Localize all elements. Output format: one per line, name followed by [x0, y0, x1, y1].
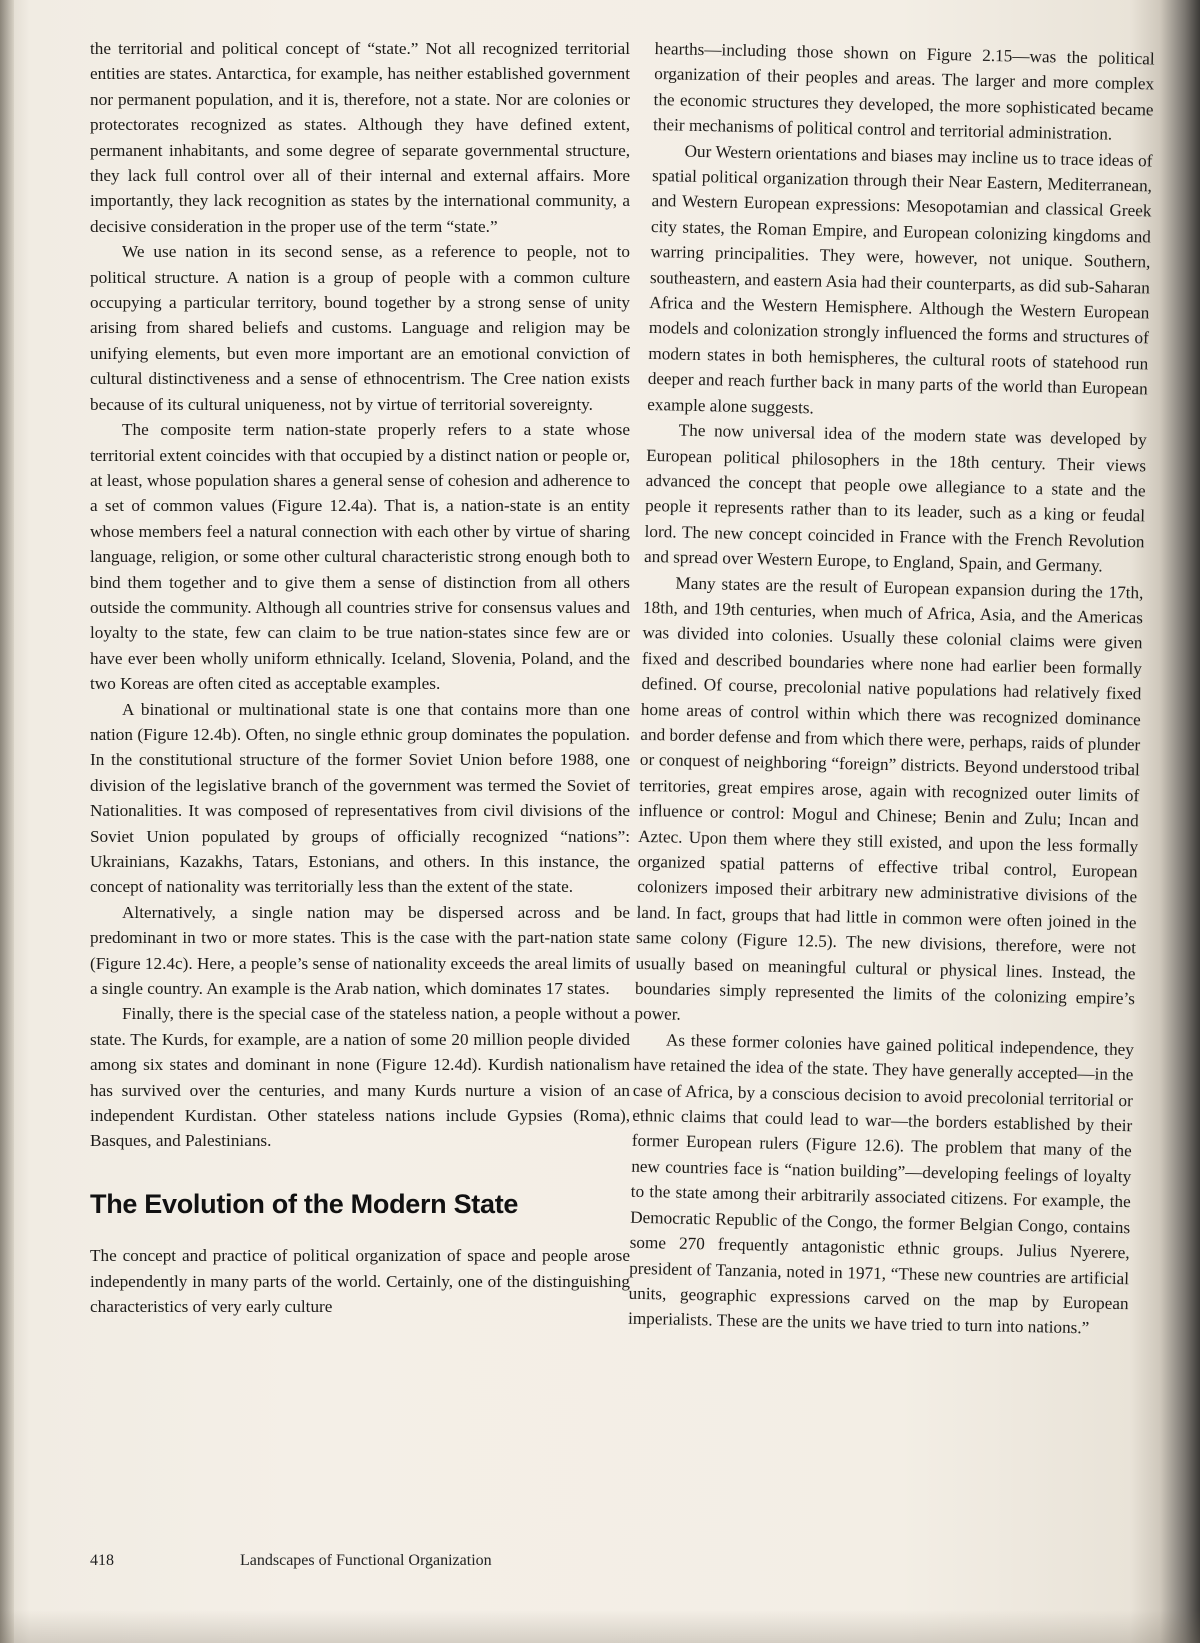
paragraph: Many states are the result of European expansion during the 17th, 18th, and 19th centuries, when much of Africa, Asia, and the Americas was divided into colonies. Usually these colonial claims were given fixed and described boundaries where none had earlier been formally defined. Of course, precolonial native populations had relatively fixed home areas of control within which there was recognized dominance and border defense and from which there were, perhaps, raids of plunder or conquest of neighboring “foreign” districts. Beyond understood tribal territories, great empires arose, again with recognized outer limits of influence or control: Mogul and Chinese; Benin and Zulu; Incan and Aztec. Upon them where they still existed, and upon the less formally organized spatial patterns of effective tribal control, European colonizers imposed their arbitrary new administrative divisions of the land. In fact, groups that had little in common were often joined in the same colony (Figure 12.5). The new divisions, therefore, were not usually based on meaningful cultural or physical lines. Instead, the boundaries simply represented the limits of the colonizing empire’s power.: [634, 573, 1144, 1025]
paragraph: The now universal idea of the modern state was developed by European political philosophers in the 18th century. Their views advanced the concept that people owe allegiance to a state and the people it represents rather than to its leader, such as a king or feudal lord. The new concept coincided in France with the French Revolution and spread over Western Europe, to England, Spain, and Germany.: [643, 420, 1147, 576]
left-column: [90, 36, 630, 1320]
paragraph: As these former colonies have gained political independence, they have retained the idea of the state. They have generally accepted—in the case of Africa, by a conscious decision to avoid precolonial territorial or ethnic claims that could lead to war—the borders established by their former European rulers (Figure 12.6). The problem that many of the new countries face is “nation building”—developing feelings of loyalty to the state among their arbitrarily associated citizens. For example, the Democratic Republic of the Congo, the former Belgian Congo, contains some 270 frequently antagonistic ethnic groups. Julius Nyerere, president of Tanzania, noted in 1971, “These new countries are artificial units, geographic expressions carved on the map by European imperialists. These are the units we have tried to turn into nations.”: [627, 1030, 1135, 1338]
paragraph: Our Western orientations and biases may incline us to trace ideas of spatial political organization through their Near Eastern, Mediterranean, and Western European expressions: Mesopotamian and classical Greek city states, the Roman Empire, and European colonizing kingdoms and warring principalities. They were, however, not unique. Southern, southeastern, and eastern Asia had their counterparts, as did sub-Saharan Africa and the Western Hemisphere. Although the Western European models and colonization strongly influenced the forms and structures of modern states in both hemispheres, the cultural roots of statehood run deeper and reach further back in many parts of the world than European example alone suggests.: [647, 141, 1153, 418]
spine-shadow: [0, 0, 14, 1643]
paragraph: Alternatively, a single nation may be dispersed across and be predominant in two or more states. This is the case with the part-nation state (Figure 12.4c). Here, a people’s sense of nationality exceeds the areal limits of a single country. An example is the Arab nation, which dominates 17 states.: [90, 902, 630, 999]
paragraph: The concept and practice of political organization of space and people arose independently in many parts of the world. Certainly, one of the distinguishing characteristics of very early culture: [90, 1246, 630, 1317]
paragraph: A binational or multinational state is one that contains more than one nation (Figure 12.4b). Often, no single ethnic group dominates the population. In the constitutional structure of the former Soviet Union before 1988, one division of the legislative branch of the government was termed the Soviet of Nationalities. It was composed of representatives from civil divisions of the Soviet Union populated by groups of officially recognized “nations”: Ukrainians, Kazakhs, Tatars, Estonians, and others. In this instance, the concept of nationality was territorially less than the extent of the state.: [90, 699, 630, 897]
paragraph: the territorial and political concept of “state.” Not all recognized territorial entities are states. Antarctica, for example, has neither established government nor permanent population, and it is, therefore, not a state. Nor are colonies or protectorates recognized as states. Although they have defined extent, permanent inhabitants, and some degree of separate governmental structure, they lack full control over all of their internal and external affairs. More importantly, they lack recognition as states by the international community, a decisive consideration in the proper use of the term “state.”: [90, 39, 630, 236]
paragraph: We use nation in its second sense, as a reference to people, not to political structure. A nation is a group of people with a common culture occupying a particular territory, bound together by a strong sense of unity arising from shared beliefs and customs. Language and religion may be unifying elements, but even more important are an emotional conviction of cultural distinctiveness and a sense of ethnocentrism. The Cree nation exists because of its cultural uniqueness, not by virtue of territorial sovereignty.: [90, 242, 630, 414]
page-number: 418: [90, 1552, 114, 1569]
paragraph: hearths—including those shown on Figure 2.15—was the political organization of their peoples and areas. The larger and more complex the economic structures they developed, the more sophisticated became their mechanisms of political control and territorial administration.: [652, 38, 1155, 144]
paragraph: The composite term nation-state properly refers to a state whose territorial extent coincides with that occupied by a distinct nation or people or, at least, whose population shares a general sense of cohesion and adherence to a set of common values (Figure 12.4a). That is, a nation-state is an entity whose members feel a natural connection with each other by virtue of sharing language, religion, or some other cultural characteristic strong enough both to bind them together and to give them a sense of distinction from all others outside the community. Although all countries strive for consensus values and loyalty to the state, few can claim to be true nation-states since few are or have ever been wholly uniform ethnically. Iceland, Slovenia, Poland, and the two Koreas are often cited as acceptable examples.: [90, 420, 630, 694]
paragraph: Finally, there is the special case of the stateless nation, a people without a state. The Kurds, for example, are a nation of some 20 million people divided among six states and dominant in none (Figure 12.4d). Kurdish nationalism has survived over the centuries, and many Kurds nurture a vision of an independent Kurdistan. Other stateless nations include Gypsies (Roma), Basques, and Palestinians.: [90, 1004, 630, 1151]
section-heading: The Evolution of the Modern State: [90, 1188, 519, 1219]
right-column: [628, 36, 1155, 1342]
page-bottom-shadow: [0, 1610, 1200, 1643]
running-title: Landscapes of Functional Organization: [240, 1552, 492, 1569]
